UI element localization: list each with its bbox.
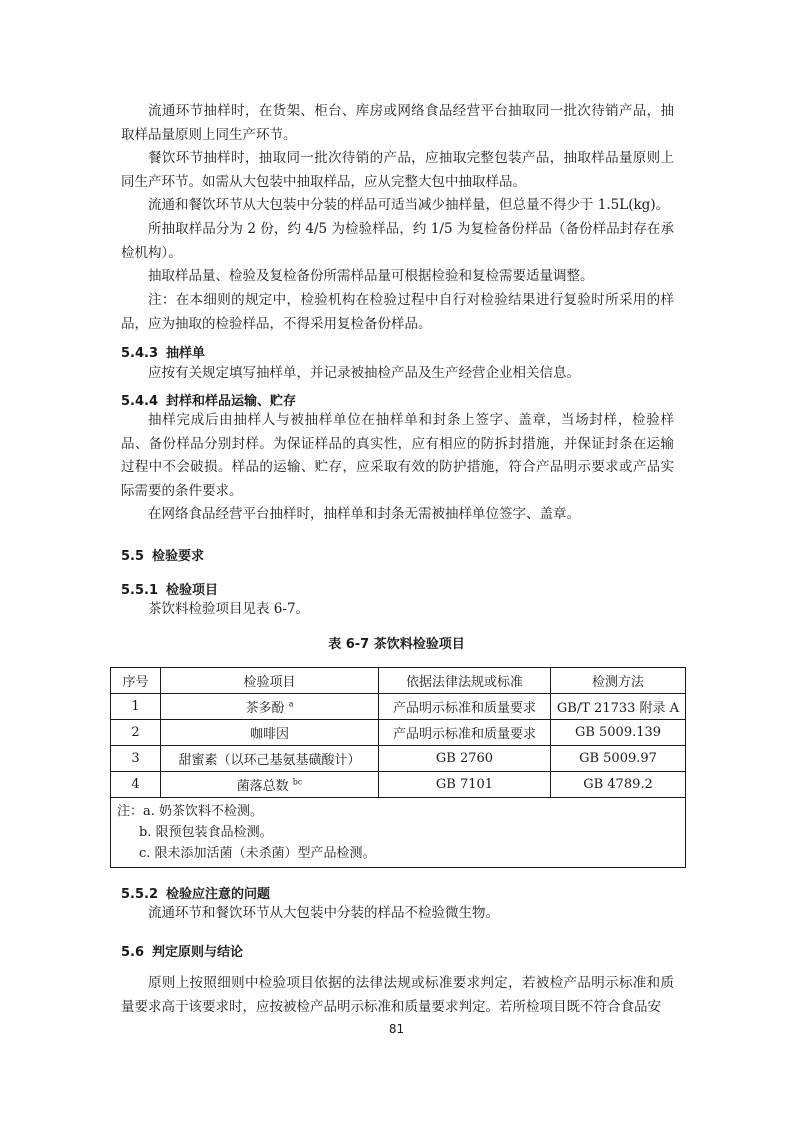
table-notes-row — [111, 798, 686, 868]
item-name: 甜蜜素（以环己基氨基磺酸计） — [178, 753, 361, 768]
table-row — [111, 694, 686, 720]
heading-5-6 — [121, 941, 243, 960]
header-item: 检验项目 — [161, 668, 379, 694]
note-b: b. 限预包装食品检测。 — [139, 825, 273, 840]
paragraph-online-sampling: 在网络食品经营平台抽样时，抽样单和封条无需被抽样单位签字、盖章。 — [148, 506, 580, 522]
paragraph-microbe-note: 流通环节和餐饮环节从大包装中分装的样品不检验微生物。 — [148, 905, 499, 921]
table-notes — [111, 798, 686, 868]
header-basis: 依据法律法规或标准 — [379, 668, 551, 694]
heading-number: 5.5.1 — [121, 583, 159, 598]
cell-item — [161, 772, 379, 798]
heading-5-5-2 — [121, 883, 270, 902]
heading-number: 5.4.3 — [121, 346, 159, 361]
cell-method: GB 5009.97 — [551, 746, 686, 772]
inspection-items-table — [110, 667, 686, 868]
heading-text: 封样和样品运输、贮存 — [166, 394, 297, 409]
cell-item — [161, 746, 379, 772]
table-caption: 表 6-7 茶饮料检验项目 — [328, 637, 465, 652]
heading-text: 抽样单 — [166, 346, 206, 361]
cell-serial: 2 — [111, 720, 161, 746]
heading-number: 5.4.4 — [121, 394, 159, 409]
table-row — [111, 746, 686, 772]
paragraph-sample-adjust: 抽取样品量、检验及复检备份所需样品量可根据检验和复检需要适量调整。 — [148, 268, 594, 284]
table-row — [111, 720, 686, 746]
header-method: 检测方法 — [551, 668, 686, 694]
item-name: 茶多酚 — [245, 701, 285, 716]
item-name: 咖啡因 — [249, 727, 289, 742]
table-header-row — [111, 668, 686, 694]
note-a: 注：a. 奶茶饮料不检测。 — [117, 804, 264, 819]
cell-serial: 4 — [111, 772, 161, 798]
footnote-marker: a — [288, 699, 294, 709]
cell-method: GB/T 21733 附录 A — [551, 694, 686, 720]
item-name: 菌落总数 — [236, 779, 289, 794]
footnote-marker: bc — [292, 777, 303, 787]
note-c: c. 限未添加活菌（未杀菌）型产品检测。 — [139, 846, 376, 861]
cell-basis: GB 7101 — [379, 772, 551, 798]
heading-5-4-4 — [121, 390, 296, 409]
heading-5-5 — [121, 545, 204, 564]
cell-item — [161, 720, 379, 746]
header-serial: 序号 — [111, 668, 161, 694]
paragraph-sampling-form: 应按有关规定填写抽样单，并记录被抽检产品及生产经营企业相关信息。 — [148, 365, 580, 381]
heading-text: 检验项目 — [166, 583, 219, 598]
paragraph-sample-split: 所抽取样品分为 2 份，约 4/5 为检验样品，约 1/5 为复检备份样品（备份样品封存在承检机构）。 — [121, 221, 674, 261]
heading-text: 检验应注意的问题 — [166, 887, 271, 902]
heading-text: 检验要求 — [152, 549, 205, 564]
cell-serial: 1 — [111, 694, 161, 720]
paragraph-sampling-circulation: 流通环节抽样时，在货架、柜台、库房或网络食品经营平台抽取同一批次待销产品，抽取样品量原则上同生产环节。 — [121, 103, 674, 143]
heading-number: 5.6 — [121, 945, 145, 960]
heading-number: 5.5 — [121, 549, 145, 564]
paragraph-judgement: 原则上按照细则中检验项目依据的法律法规或标准要求判定，若被检产品明示标准和质量要求高于该要求时，应按被检产品明示标准和质量要求判定。若所检项目既不符合食品安 — [121, 975, 674, 1015]
paragraph-sealing: 抽样完成后由抽样人与被抽样单位在抽样单和封条上签字、盖章，当场封样，检验样品、备份样品分别封样。为保证样品的真实性，应有相应的防拆封措施，并保证封条在运输过程中不会破损。样品的运输、贮存，应采取有效的防护措施，符合产品明示要求或产品实际需要的条件要求。 — [121, 412, 674, 499]
heading-number: 5.5.2 — [121, 887, 159, 902]
cell-basis: GB 2760 — [379, 746, 551, 772]
heading-5-4-3 — [121, 342, 205, 361]
cell-method: GB 4789.2 — [551, 772, 686, 798]
paragraph-note-retest: 注：在本细则的规定中，检验机构在检验过程中自行对检验结果进行复验时所采用的样品，应为抽取的检验样品，不得采用复检备份样品。 — [121, 292, 674, 332]
heading-text: 判定原则与结论 — [152, 945, 244, 960]
cell-serial: 3 — [111, 746, 161, 772]
heading-5-5-1 — [121, 579, 218, 598]
paragraph-sampling-reduce: 流通和餐饮环节从大包装中分装的样品可适当减少抽样量，但总量不得少于 1.5L(kg)。 — [148, 197, 670, 213]
page-number: 81 — [388, 1022, 405, 1036]
cell-basis: 产品明示标准和质量要求 — [379, 720, 551, 746]
paragraph-test-items: 茶饮料检验项目见表 6-7。 — [148, 601, 310, 617]
paragraph-sampling-catering: 餐饮环节抽样时，抽取同一批次待销的产品，应抽取完整包装产品，抽取样品量原则上同生产环节。如需从大包装中抽取样品，应从完整大包中抽取样品。 — [121, 150, 674, 190]
cell-item — [161, 694, 379, 720]
cell-basis: 产品明示标准和质量要求 — [379, 694, 551, 720]
cell-method: GB 5009.139 — [551, 720, 686, 746]
table-row — [111, 772, 686, 798]
